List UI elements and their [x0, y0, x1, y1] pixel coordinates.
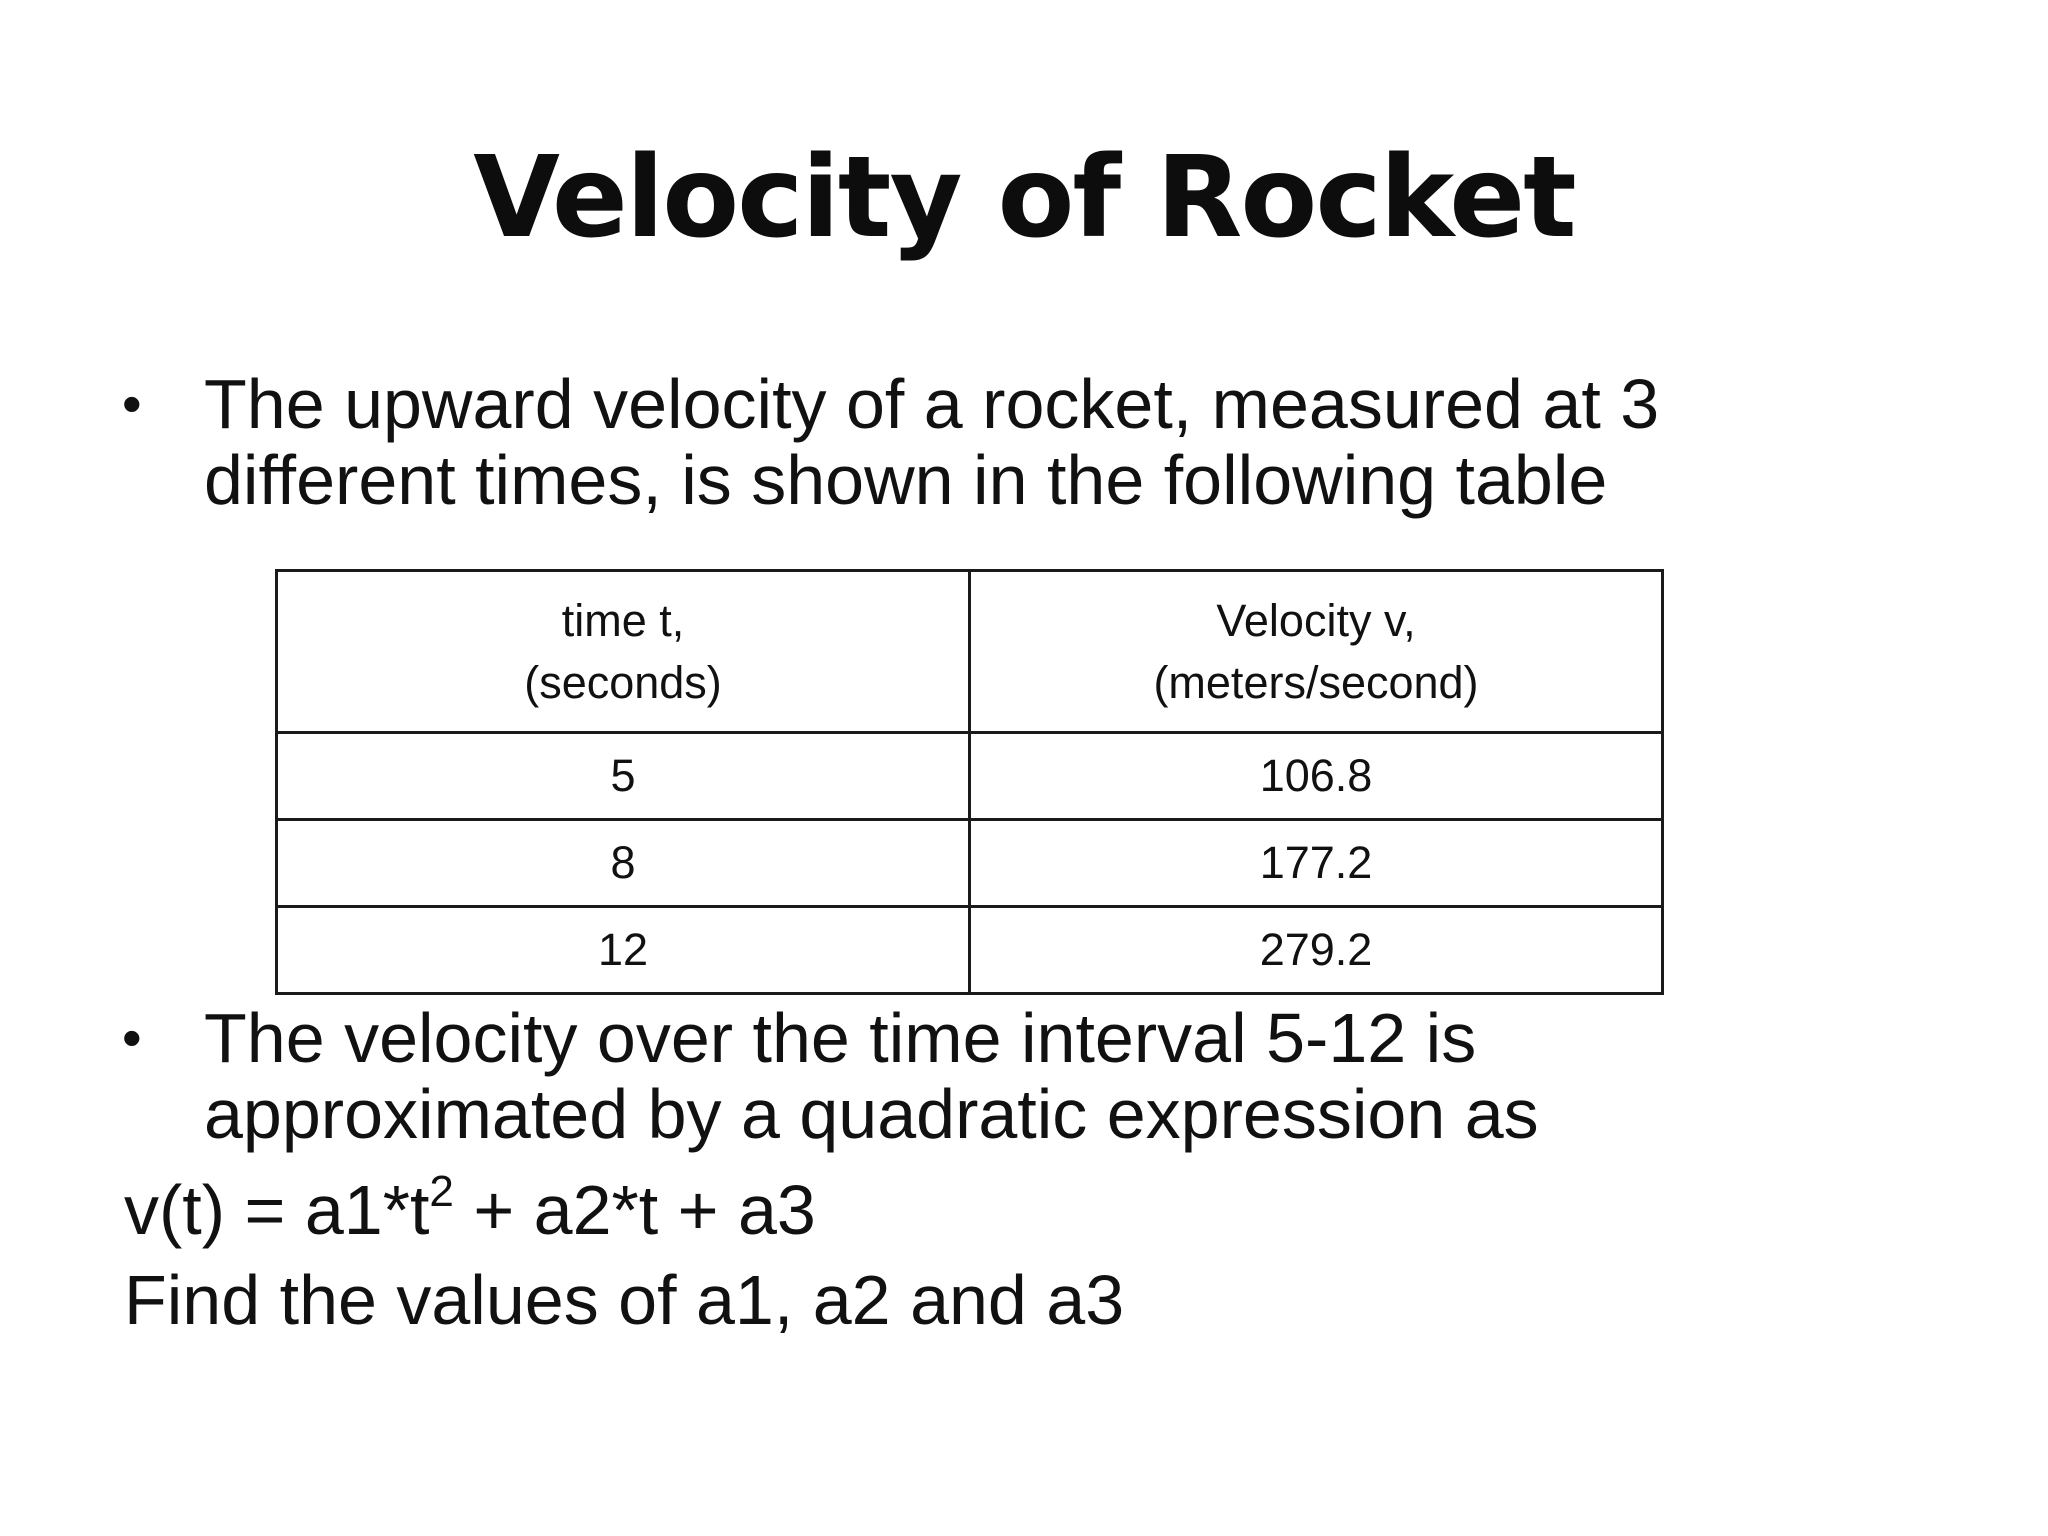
bullet-approximation-line-1: The velocity over the time interval 5-12 is	[204, 999, 1477, 1077]
cell-velocity: 177.2	[970, 820, 1663, 907]
velocity-table	[275, 569, 1664, 995]
cell-time: 12	[277, 907, 970, 994]
cell-velocity: 106.8	[970, 733, 1663, 820]
header-time-unit: (seconds)	[524, 657, 722, 708]
slide-title: Velocity of Rocket	[473, 133, 1575, 263]
question-text: Find the values of a1, a2 and a3	[124, 1261, 1125, 1339]
quadratic-equation	[124, 1167, 816, 1250]
bullet-intro	[122, 366, 1762, 518]
equation-start: v(t) = a1*t	[124, 1171, 430, 1249]
cell-time: 5	[277, 733, 970, 820]
bullet-approximation-line-2: approximated by a quadratic expression as	[204, 1075, 1539, 1153]
bullet-intro-line-1: The upward velocity of a rocket, measured at 3	[204, 365, 1660, 443]
header-velocity-unit: (meters/second)	[1153, 657, 1479, 708]
table-row	[277, 907, 1663, 994]
header-velocity-label: Velocity v,	[1216, 595, 1416, 646]
header-velocity	[970, 571, 1663, 733]
bullet-marker: •	[122, 372, 142, 435]
table-row	[277, 820, 1663, 907]
cell-velocity: 279.2	[970, 907, 1663, 994]
cell-time: 8	[277, 820, 970, 907]
header-time	[277, 571, 970, 733]
equation-end: + a2*t + a3	[453, 1171, 816, 1249]
bullet-marker: •	[122, 1006, 142, 1069]
header-time-label: time t,	[561, 595, 685, 646]
table-row	[277, 733, 1663, 820]
equation-exponent: 2	[429, 1167, 454, 1216]
bullet-intro-line-2: different times, is shown in the following table	[204, 441, 1608, 519]
table-header-row	[277, 571, 1663, 733]
bullet-approximation	[122, 1000, 1762, 1152]
